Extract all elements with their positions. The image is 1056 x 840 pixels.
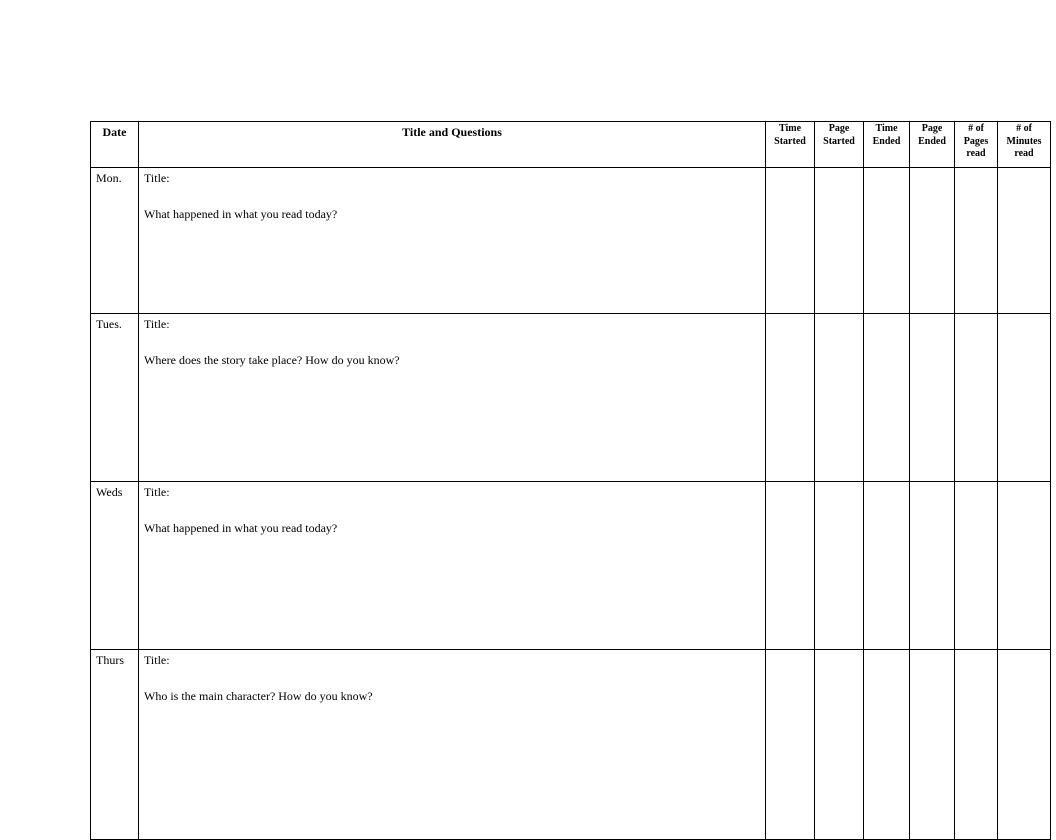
minutes-read-cell[interactable] [998, 650, 1051, 840]
title-questions-cell[interactable] [139, 314, 766, 482]
table-row-wednesday [91, 482, 1051, 650]
minutes-read-cell[interactable] [998, 482, 1051, 650]
time-started-cell[interactable] [766, 482, 815, 650]
day-label: Tues. [91, 314, 139, 482]
page-started-cell[interactable] [815, 650, 864, 840]
reading-log-table [90, 121, 1051, 840]
question-text: What happened in what you read today? [144, 207, 338, 221]
title-label: Title: [144, 317, 170, 331]
title-label: Title: [144, 485, 170, 499]
page-ended-cell[interactable] [910, 168, 955, 314]
title-label: Title: [144, 653, 170, 667]
time-ended-cell[interactable] [864, 314, 910, 482]
minutes-read-cell[interactable] [998, 314, 1051, 482]
page-started-cell[interactable] [815, 168, 864, 314]
day-label: Weds [91, 482, 139, 650]
minutes-read-cell[interactable] [998, 168, 1051, 314]
pages-read-cell[interactable] [955, 482, 998, 650]
header-time-started: Time Started [766, 122, 815, 168]
header-time-ended: Time Ended [864, 122, 910, 168]
page-ended-cell[interactable] [910, 314, 955, 482]
pages-read-cell[interactable] [955, 650, 998, 840]
page-started-cell[interactable] [815, 314, 864, 482]
title-questions-cell[interactable] [139, 482, 766, 650]
time-ended-cell[interactable] [864, 482, 910, 650]
question-text: What happened in what you read today? [144, 521, 338, 535]
day-label: Mon. [91, 168, 139, 314]
pages-read-cell[interactable] [955, 314, 998, 482]
table-row-thursday [91, 650, 1051, 840]
table-row-monday [91, 168, 1051, 314]
time-started-cell[interactable] [766, 650, 815, 840]
question-text: Where does the story take place? How do you know? [144, 353, 400, 367]
page-ended-cell[interactable] [910, 482, 955, 650]
page-started-cell[interactable] [815, 482, 864, 650]
time-started-cell[interactable] [766, 168, 815, 314]
time-started-cell[interactable] [766, 314, 815, 482]
day-label: Thurs [91, 650, 139, 840]
header-minutes-read: # of Minutes read [998, 122, 1051, 168]
table-row-tuesday [91, 314, 1051, 482]
header-date: Date [91, 122, 139, 168]
header-page-started: Page Started [815, 122, 864, 168]
title-label: Title: [144, 171, 170, 185]
header-page-ended: Page Ended [910, 122, 955, 168]
title-questions-cell[interactable] [139, 650, 766, 840]
header-row [91, 122, 1051, 168]
header-title-questions: Title and Questions [139, 122, 766, 168]
time-ended-cell[interactable] [864, 168, 910, 314]
page-ended-cell[interactable] [910, 650, 955, 840]
title-questions-cell[interactable] [139, 168, 766, 314]
header-pages-read: # of Pages read [955, 122, 998, 168]
pages-read-cell[interactable] [955, 168, 998, 314]
time-ended-cell[interactable] [864, 650, 910, 840]
question-text: Who is the main character? How do you know? [144, 689, 373, 703]
